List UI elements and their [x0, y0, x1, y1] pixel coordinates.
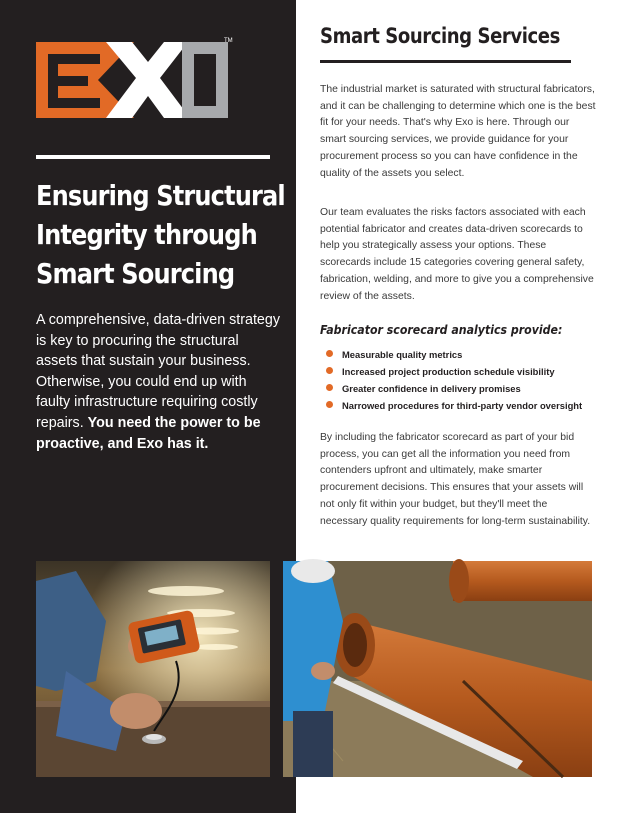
list-item: Greater confidence in delivery promises — [326, 380, 582, 397]
analytics-list — [326, 346, 582, 414]
paragraph-2: Our team evaluates the risks factors associated with each potential fabricator and creates data-driven scorecards to help you strategically assess your options. These scorecards include 15 categories covering general safety, fabrication, welding, and more to give you a comprehensive review of the assets. — [320, 207, 594, 302]
page-headline — [36, 176, 285, 293]
paragraph-1: The industrial market is saturated with structural fabricators, and it can be challenging to determine which one is the best fit for your needs. That's why Exo is here. Through our smart sourcing services, we provide guidance for your procurement process so you can have confidence in the quality of the assets you select. — [320, 84, 596, 179]
headline-line-3: Smart Sourcing — [36, 257, 235, 290]
exo-logo — [36, 36, 233, 118]
trademark-symbol: TM — [224, 38, 233, 44]
list-item: Narrowed procedures for third-party vendor oversight — [326, 397, 582, 414]
right-divider — [320, 60, 571, 63]
headline-line-1: Ensuring Structural — [36, 179, 285, 212]
intro-paragraph — [36, 310, 282, 454]
analytics-title: Fabricator scorecard analytics provide: — [320, 322, 563, 337]
headline-line-2: Integrity through — [36, 218, 257, 251]
bullet-dot-icon — [326, 367, 333, 374]
list-item: Increased project production schedule visibility — [326, 363, 582, 380]
intro-text: A comprehensive, data-driven strategy is key to procuring the structural assets that sustain your business. Otherwise, you could end up with faulty infrastructure requiring costly repairs. — [36, 312, 280, 431]
bullet-dot-icon — [326, 401, 333, 408]
list-item: Measurable quality metrics — [326, 346, 582, 363]
bullet-dot-icon — [326, 350, 333, 357]
bullet-dot-icon — [326, 384, 333, 391]
gauge-inspection-photo — [36, 561, 270, 777]
left-divider — [36, 155, 270, 159]
section-title: Smart Sourcing Services — [320, 24, 560, 48]
paragraph-3: By including the fabricator scorecard as part of your bid process, you can get all the information you need from contenders upfront and ultimately, make smarter procurement decisions. This ensures that your assets will not only fit within your budget, but they'll meet the necessary quality requirements for long-term sustainability. — [320, 432, 591, 527]
intro-bold-text: You need the power to be proactive, and Exo has it. — [36, 414, 261, 452]
steel-beam-measuring-photo — [283, 561, 592, 777]
